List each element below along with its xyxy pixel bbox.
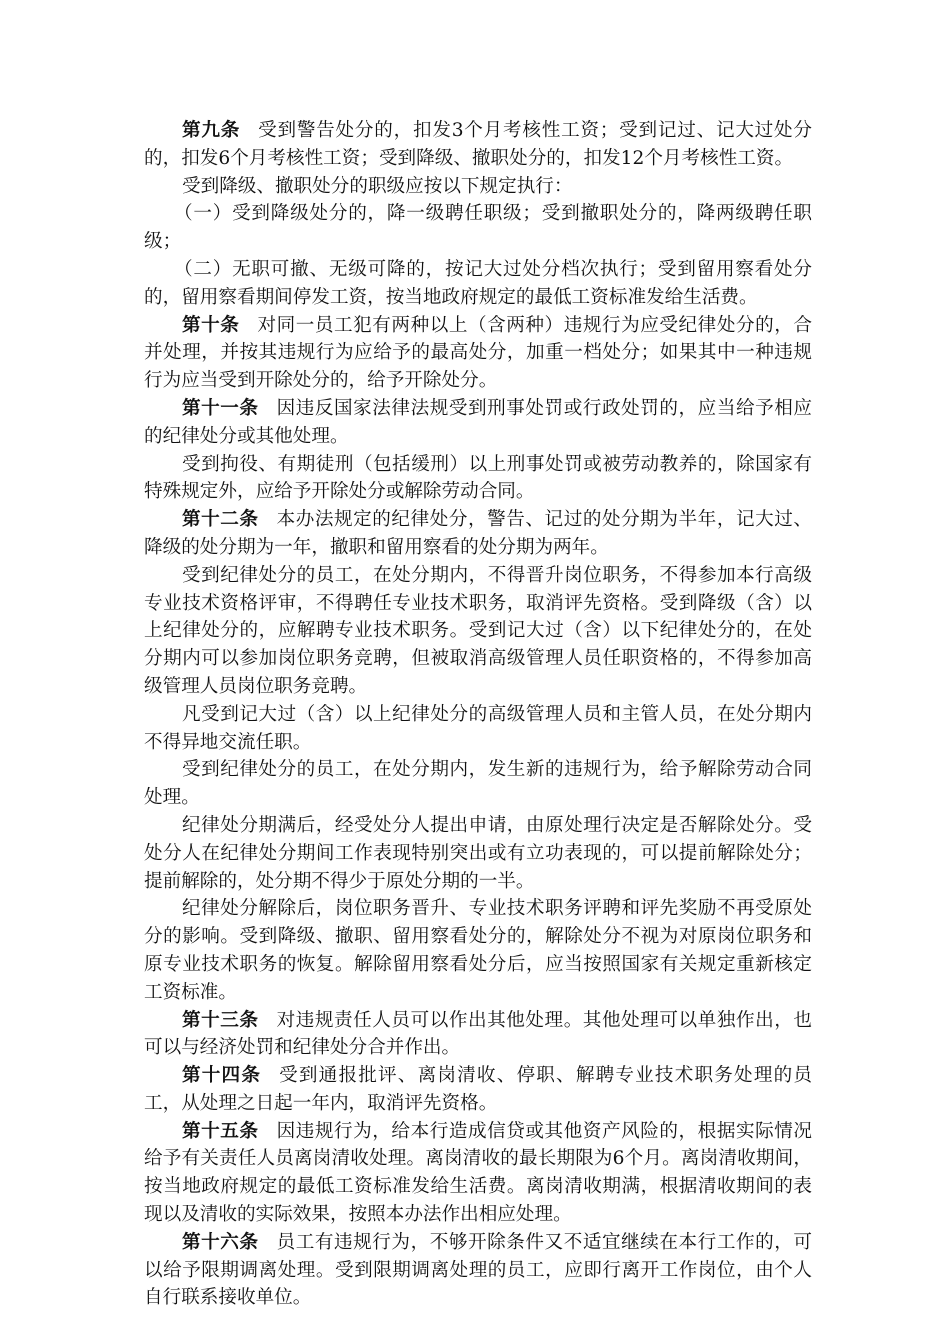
paragraph-text: 因违反国家法律法规受到刑事处罚或行政处罚的，应当给予相应的纪律处分或其他处理。 [144, 397, 812, 447]
paragraph-text: 纪律处分期满后，经受处分人提出申请，由原处理行决定是否解除处分。受处分人在纪律处分期间工作表现特别突出或有立功表现的，可以提前解除处分；提前解除的，处分期不得少于原处分期的一半。 [144, 814, 812, 892]
article-heading: 第十条 [182, 314, 240, 336]
paragraph-text: 受到警告处分的，扣发3个月考核性工资；受到记过、记大过处分的，扣发6个月考核性工资；受到降级、撤职处分的，扣发12个月考核性工资。 [144, 120, 812, 169]
paragraph-article-16 [144, 1229, 812, 1312]
list-item [144, 256, 812, 312]
paragraph-article-14 [144, 1062, 812, 1118]
paragraph-text: 受到纪律处分的员工，在处分期内，发生新的违规行为，给予解除劳动合同处理。 [144, 759, 812, 809]
paragraph [144, 173, 812, 201]
paragraph-text: 受到纪律处分的员工，在处分期内，不得晋升岗位职务，不得参加本行高级专业技术资格评审，不得聘任专业技术职务，取消评先资格。受到降级（含）以上纪律处分的，应解聘专业技术职务。受到记大过（含）以下纪律处分的，在处分期内可以参加岗位职务竞聘，但被取消高级管理人员任职资格的，不得参加高级管理人员岗位职务竞聘。 [144, 564, 812, 697]
paragraph-text: 受到通报批评、离岗清收、停职、解聘专业技术职务处理的员工，从处理之日起一年内，取消评先资格。 [144, 1065, 812, 1114]
paragraph-text: 对违规责任人员可以作出其他处理。其他处理可以单独作出，也可以与经济处罚和纪律处分合并作出。 [144, 1009, 812, 1059]
article-heading: 第十六条 [182, 1231, 259, 1253]
paragraph [144, 756, 812, 812]
paragraph-text: 受到降级、撤职处分的职级应按以下规定执行： [182, 175, 573, 197]
paragraph-text: 凡受到记大过（含）以上纪律处分的高级管理人员和主管人员，在处分期内不得异地交流任职。 [144, 703, 812, 753]
paragraph-article-11 [144, 395, 812, 451]
paragraph [144, 812, 812, 895]
paragraph [144, 451, 812, 507]
paragraph-text: （一）受到降级处分的，降一级聘任职级；受到撤职处分的，降两级聘任职级； [144, 203, 812, 253]
paragraph-text: 因违规行为，给本行造成信贷或其他资产风险的，根据实际情况给予有关责任人员离岗清收处理。离岗清收的最长期限为6个月。离岗清收期间，按当地政府规定的最低工资标准发给生活费。离岗清收期满，根据清收期间的表现以及清收的实际效果，按照本办法作出相应处理。 [144, 1120, 812, 1226]
paragraph [144, 562, 812, 701]
paragraph-article-13 [144, 1007, 812, 1063]
article-heading: 第十五条 [182, 1120, 259, 1142]
article-heading: 第十三条 [182, 1009, 259, 1031]
paragraph-article-10 [144, 312, 812, 395]
list-item [144, 200, 812, 256]
paragraph-text: （二）无职可撤、无级可降的，按记大过处分档次执行；受到留用察看处分的，留用察看期间停发工资，按当地政府规定的最低工资标准发给生活费。 [144, 258, 812, 308]
paragraph-article-15 [144, 1118, 812, 1229]
paragraph-article-12 [144, 506, 812, 562]
article-heading: 第九条 [182, 120, 241, 141]
article-heading: 第十四条 [182, 1065, 262, 1087]
paragraph-text: 对同一员工犯有两种以上（含两种）违规行为应受纪律处分的，合并处理，并按其违规行为应给予的最高处分，加重一档处分；如果其中一种违规行为应当受到开除处分的，给予开除处分。 [144, 314, 812, 392]
paragraph-text: 纪律处分解除后，岗位职务晋升、专业技术职务评聘和评先奖励不再受原处分的影响。受到降级、撤职、留用察看处分的，解除处分不视为对原岗位职务和原专业技术职务的恢复。解除留用察看处分后，应当按照国家有关规定重新核定工资标准。 [144, 898, 812, 1003]
paragraph-article-9 [144, 117, 812, 173]
paragraph [144, 895, 812, 1006]
paragraph-text: 员工有违规行为，不够开除条件又不适宜继续在本行工作的，可以给予限期调离处理。受到限期调离处理的员工，应即行离开工作岗位，由个人自行联系接收单位。 [144, 1231, 812, 1309]
paragraph [144, 701, 812, 757]
paragraph-text: 受到拘役、有期徒刑（包括缓刑）以上刑事处罚或被劳动教养的，除国家有特殊规定外，应给予开除处分或解除劳动合同。 [144, 453, 812, 503]
document-page [144, 117, 812, 1312]
article-heading: 第十一条 [182, 397, 259, 419]
article-heading: 第十二条 [182, 509, 259, 531]
paragraph-text: 本办法规定的纪律处分，警告、记过的处分期为半年，记大过、降级的处分期为一年，撤职和留用察看的处分期为两年。 [144, 509, 812, 558]
